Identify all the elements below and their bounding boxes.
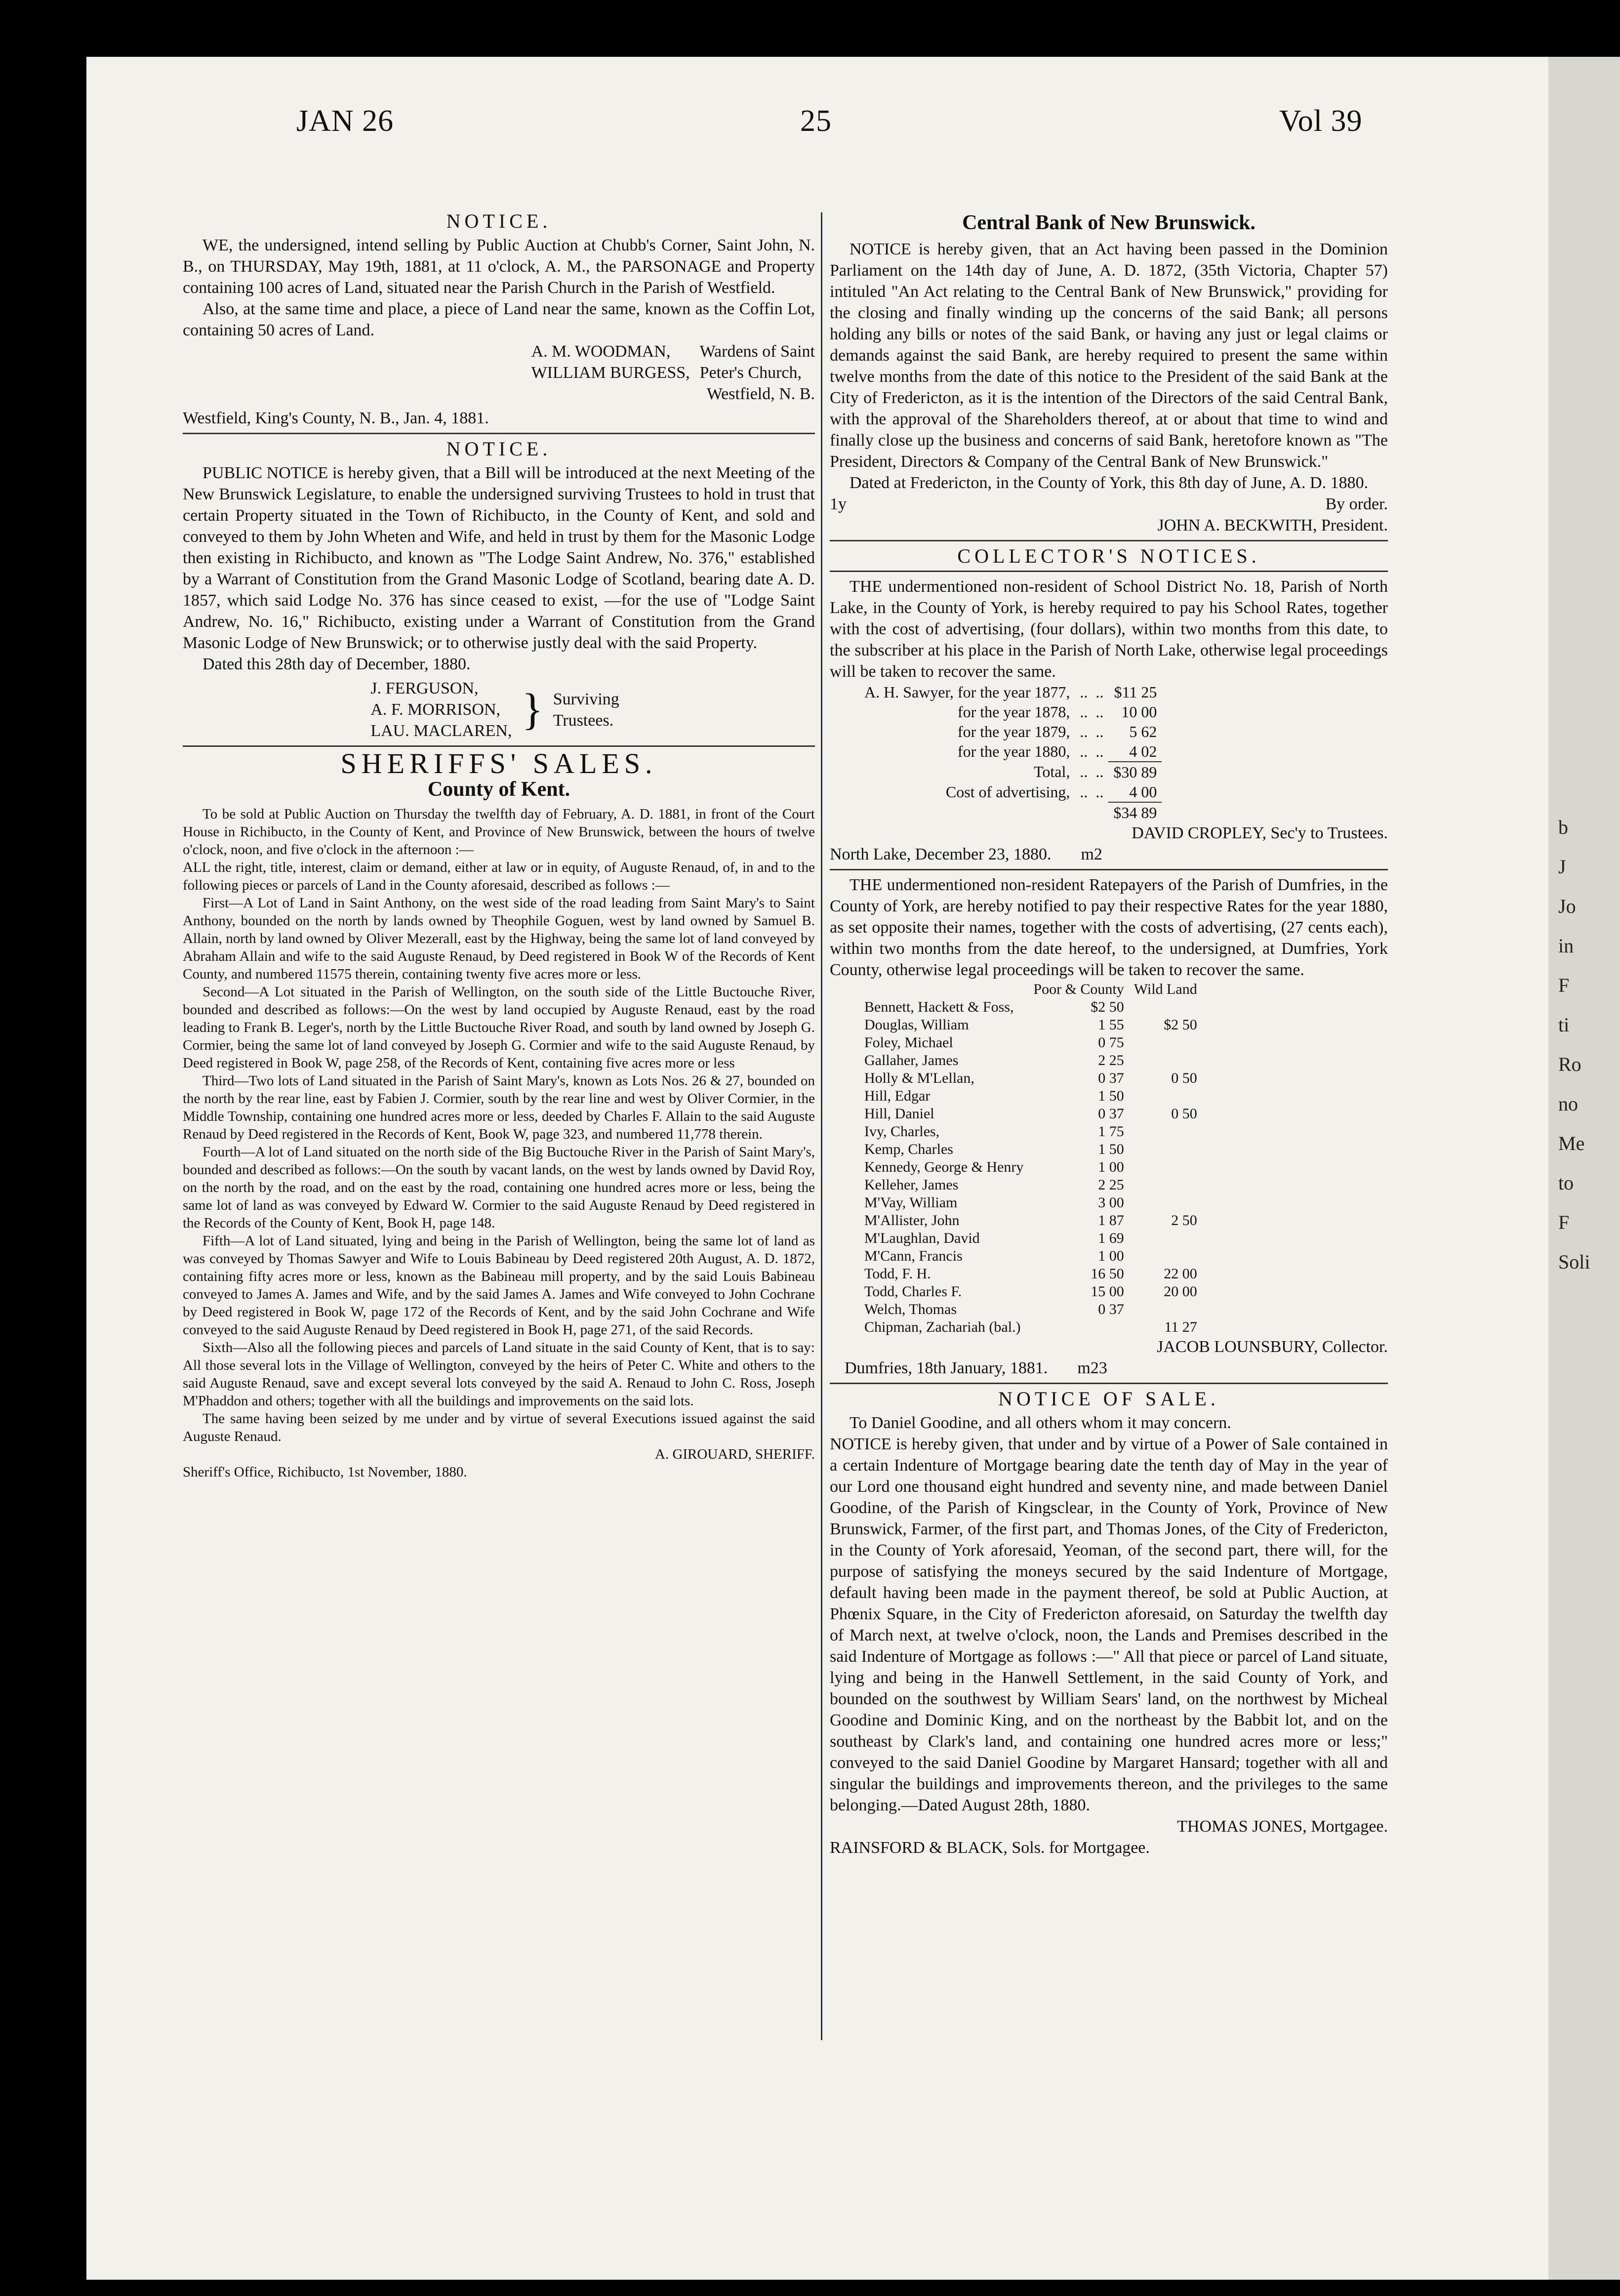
table-row: for the year 1878, .. .. 10 00 <box>957 703 1157 721</box>
county-heading: County of Kent. <box>427 778 570 801</box>
table-row: Kennedy, George & Henry 1 00 <box>864 1159 1124 1175</box>
sale-sixth: Sixth—Also all the following pieces and parcels of Land situate in the said County of Kent, that is to say: All those several lots in the Village of Wellington, conveyed by the heirs of Peter C. White and others to the said Auguste Renaud, save and except several lots conveyed by the said A. Renaud to John C. Ross, Joseph M'Phaddon and others; together with all the buildings and improvements on the said lots. <box>183 1340 815 1409</box>
section-rule <box>183 433 815 434</box>
sale-third: Third—Two lots of Land situated in the Parish of Saint Mary's, known as Lots Nos. 26 & 27, bounded on the north by the rear line, east by Fabien J. Cormier, south by the rear line and west by Oliver Cormier, in the Middle Township, containing one hundred acres more or less, deeded by Charles F. Allain to the said Auguste Renaud by Deed registered in the Records of Kent, Book W, page 323, and numbered 11,778 therein. <box>183 1073 815 1142</box>
trustees-signature: J. FERGUSON, A. F. MORRISON, LAU. MACLAREN, } Surviving Trustees. <box>370 679 619 740</box>
table-row: Holly & M'Lellan, 0 37 0 50 <box>864 1070 1197 1086</box>
table-row: Gallaher, James 2 25 <box>864 1052 1124 1068</box>
table-row: Bennett, Hackett & Foss, $2 50 <box>864 999 1124 1015</box>
table-row: M'Cann, Francis 1 00 <box>864 1248 1124 1264</box>
bank-body: NOTICE is hereby given, that an Act having been passed in the Dominion Parliament on the 14th day of June, A. D. 1872, (35th Victoria, Chapter 57) intituled "An Act relating to the Central Bank of New Brunswick," providing for the closing and finally winding up the concerns of the said Bank; all persons holding any bills or notes of the said Bank, or having any just or legal claims or demands against the said Bank, are hereby required to present the same within twelve months from the date of this notice to the President of the said Bank at the City of Fredericton, as it is the intention of the Directors of the said Central Bank, with the approval of the Shareholders thereof, at or about that time to wind and finally close up the business and concerns of said Bank, heretofore known as "The President, Directors & Company of the Central Bank of New Brunswick." <box>830 240 1388 471</box>
sale-all: ALL the right, title, interest, claim or demand, either at law or in equity, of Auguste Renaud, of, in and to the following pieces or parcels of Land in the County aforesaid, described as follows :— <box>183 860 815 893</box>
sale-seized: The same having been seized by me under and by virtue of several Executions issued against the said Auguste Renaud. <box>183 1411 815 1444</box>
section-rule <box>830 571 1388 572</box>
table-header: Poor & County Wild Land <box>1033 981 1197 997</box>
table-row: Welch, Thomas 0 37 <box>864 1301 1124 1317</box>
collectors-dateline: North Lake, December 23, 1880. <box>830 845 1052 863</box>
collectors-title: COLLECTOR'S NOTICES. <box>957 545 1260 567</box>
bank-mark: 1y <box>830 495 847 513</box>
collectors-mark: m2 <box>1081 845 1102 863</box>
sale-body: NOTICE is hereby given, that under and by virtue of a Power of Sale contained in a certain Indenture of Mortgage bearing date the tenth day of May in the year of our Lord one thousand eight hundred and seventy nine, and made between Daniel Goodine, of the Parish of Kingsclear, in the County of York, Province of New Brunswick, Farmer, of the first part, and Thomas Jones, of the City of Fredericton, in the County of York aforesaid, Yeoman, of the second part, there will, for the purpose of satisfying the moneys secured by the said Indenture of Mortgage, default having been made in the payment thereof, be sold at Public Auction, at Phœnix Square, in the City of Fredericton aforesaid, on Saturday the twelfth day of March next, at twelve o'clock, noon, the Lands and Premises described in the said Indenture of Mortgage as follows :—" All that piece or parcel of Land situate, lying and being in the Hanwell Settlement, in the said County of York, and bounded on the southwest by William Sears' land, on the northwest by Micheal Goodine and Dominic King, and on the northeast by the Babbit lot, and on the southeast by Clark's land, and containing one hundred acres more or less;" conveyed to the said Daniel Goodine by Margaret Hansard; together with all and singular the buildings and improvements thereon, and the privileges to the same belonging.—Dated August 28th, 1880. <box>830 1435 1388 1814</box>
right-column <box>830 207 1388 1858</box>
dumfries-table <box>859 981 1202 1336</box>
table-row: for the year 1879, .. .. 5 62 <box>957 723 1157 740</box>
bank-by-order: By order. <box>1325 495 1388 513</box>
table-row: Kemp, Charles 1 50 <box>864 1141 1124 1157</box>
collectors-signer: DAVID CROPLEY, Sec'y to Trustees. <box>1132 824 1388 842</box>
table-row: M'Vay, William 3 00 <box>864 1194 1124 1211</box>
page-date: JAN 26 <box>296 104 394 138</box>
collectors-body: THE undermentioned non-resident of School District No. 18, Parish of North Lake, in the County of York, is hereby required to pay his School Rates, together with the cost of advertising, (four dollars), within two months from this date, to the subscriber at his place in the Parish of North Lake, otherwise legal proceedings will be taken to recover the same. <box>830 577 1388 681</box>
table-row: Todd, Charles F. 15 00 20 00 <box>864 1283 1197 1300</box>
table-row: A. H. Sawyer, for the year 1877, .. .. $11 25 <box>864 683 1157 701</box>
sale-second: Second—A Lot situated in the Parish of Wellington, on the south side of the Little Buctouche River, bounded and described as follows:—On the west by land occupied by Auguste Renaud, east by the road leading to Frank B. Leger's, north by the Little Buctouche River Road, and south by land owned by Joseph G. Cormier, being the same lot of land conveyed by Joseph G. Cormier and wife to the said Auguste Renaud, by Deed registered in Book W, page 258, of the Records of Kent, containing five acres more or less <box>183 984 815 1071</box>
table-row: Cost of advertising, .. .. 4 00 <box>945 783 1157 801</box>
sale-first: First—A Lot of Land in Saint Anthony, on the west side of the road leading from Saint Mary's to Saint Anthony, bounded on the north by lands owned by Theophile Goguen, west by land owned by Samuel B. Allain, north by land owned by Oliver Mezerall, east by the Highway, being the same lot of land conveyed by Abraham Allain and wife to the said Auguste Renaud, by Deed registered in Book W of the Records of Kent County, and numbered 11575 therein, containing twenty five acres more or less. <box>183 895 815 982</box>
sale-fifth: Fifth—A lot of Land situated, lying and being in the Parish of Wellington, being the same lot of land as was conveyed by Thomas Sawyer and Wife to Louis Babineau by Deed registered 20th August, A. D. 1872, containing fifty acres more or less, known as the Babineau mill property, and by the said Louis Babineau conveyed to James A. James and Wife, and by the said James A. James and Wife conveyed to John Cochrane by Deed registered in Book W, page 172 of the Records of Kent, and by the said John Cochrane and Wife conveyed to the said Auguste Renaud by Deed registered in Book H, page 271, of the said Records. <box>183 1233 815 1338</box>
table-row: Ivy, Charles, 1 75 <box>864 1123 1124 1140</box>
bank-dated: Dated at Fredericton, in the County of York, this 8th day of June, A. D. 1880. <box>850 474 1369 492</box>
sale-fourth: Fourth—A lot of Land situated on the north side of the Big Buctouche River in the Parish of Saint Mary's, bounded and described as follows:—On the south by vacant lands, on the west by lands owned by David Roy, on the north by the road, and on the east by the road, containing one hundred acres more or less, being the same lot of land as was conveyed by Edward W. Cormier to the said Auguste Renaud by Deed registered in the Records of the County of Kent, Book H, page 148. <box>183 1144 815 1231</box>
left-column <box>183 207 815 1481</box>
dumfries-mark: m23 <box>1077 1359 1107 1377</box>
notice-also: Also, at the same time and place, a piece of Land near the same, known as the Coffin Lot, containing 50 acres of Land. <box>183 300 815 339</box>
table-row: Kelleher, James 2 25 <box>864 1177 1124 1193</box>
sheriffs-sales-title: SHERIFFS' SALES. <box>340 747 657 779</box>
table-row: Total, .. .. $30 89 <box>859 762 1162 782</box>
table-row: M'Laughlan, David 1 69 <box>864 1230 1124 1246</box>
section-rule <box>830 1383 1388 1384</box>
table-row: Chipman, Zachariah (bal.) 11 27 <box>864 1319 1197 1335</box>
notice-body: PUBLIC NOTICE is hereby given, that a Bill will be introduced at the next Meeting of the New Brunswick Legislature, to enable the undersigned surviving Trustees to hold in trust that certain Property situated in the Town of Richibucto, in the County of Kent, and sold and conveyed to them by John Wheten and Wife, and held in trust by them for the Masonic Lodge then existing in Richibucto, and known as "The Lodge Saint Andrew, No. 376," established by a Warrant of Constitution from the Grand Masonic Lodge of Scotland, bearing date A. D. 1857, which said Lodge No. 376 has since ceased to exist, —for the use of "Lodge Saint Andrew, No. 16," Richibucto, existing under a Warrant of Constitution from the Grand Masonic Lodge of New Brunswick; or to otherwise justly deal with the said Property. <box>183 464 815 652</box>
sawyer-table <box>859 682 1162 822</box>
section-rule <box>830 869 1388 870</box>
dumfries-signer: JACOB LOUNSBURY, Collector. <box>1157 1338 1388 1356</box>
wardens-signature: A. M. WOODMAN, WILLIAM BURGESS, Wardens of Saint Peter's Church, Westfield, N. B. <box>531 342 815 403</box>
notice-dated: Dated this 28th day of December, 1880. <box>202 655 471 673</box>
notice-dateline: Westfield, King's County, N. B., Jan. 4, 1881. <box>183 409 489 427</box>
table-row: Hill, Daniel 0 37 0 50 <box>864 1106 1197 1122</box>
sale-signer: THOMAS JONES, Mortgagee. <box>1177 1817 1388 1836</box>
table-row: Todd, F. H. 16 50 22 00 <box>864 1266 1197 1282</box>
dumfries-dateline: Dumfries, 18th January, 1881. <box>845 1359 1048 1377</box>
page-number: 25 <box>800 104 832 138</box>
table-row: Douglas, William 1 55 $2 50 <box>864 1017 1197 1033</box>
bank-title: Central Bank of New Brunswick. <box>962 211 1256 234</box>
adjacent-page-text: b J Jo in F ti Ro no Me to F Soli <box>1558 816 1590 1273</box>
column-divider <box>821 212 822 2040</box>
dumfries-body: THE undermentioned non-resident Ratepayers of the Parish of Dumfries, in the County of York, are hereby notified to pay their respective Rates for the year 1880, as set opposite their names, together with the costs of advertising, (27 cents each), within two months from the date hereof, to the undersigned, at Dumfries, York County, otherwise legal proceedings will be taken to recover the same. <box>830 876 1388 979</box>
adjacent-page-edge <box>1548 57 1620 2280</box>
sheriff-office: Sheriff's Office, Richibucto, 1st November, 1880. <box>183 1464 467 1480</box>
section-rule <box>830 540 1388 541</box>
volume-number: Vol 39 <box>1279 104 1363 138</box>
sheriff-signature: A. GIROUARD, SHERIFF. <box>655 1446 815 1462</box>
table-row: $34 89 <box>859 802 1162 822</box>
notice-title: NOTICE. <box>446 210 552 232</box>
table-row: for the year 1880, .. .. 4 02 <box>957 742 1157 760</box>
table-row: Hill, Edgar 1 50 <box>864 1088 1124 1104</box>
notice-body: WE, the undersigned, intend selling by Public Auction at Chubb's Corner, Saint John, N. B., on THURSDAY, May 19th, 1881, at 11 o'clock, A. M., the PARSONAGE and Property containing 100 acres of Land, situated near the Parish Church in the Parish of Westfield. <box>183 236 815 297</box>
section-rule <box>183 745 815 747</box>
sale-solicitors: RAINSFORD & BLACK, Sols. for Mortgagee. <box>830 1839 1150 1857</box>
sale-to: To Daniel Goodine, and all others whom it may concern. <box>850 1414 1231 1432</box>
notice-title: NOTICE. <box>446 438 552 460</box>
table-row: Foley, Michael 0 75 <box>864 1034 1124 1051</box>
bank-signer: JOHN A. BECKWITH, President. <box>1157 516 1388 534</box>
sale-title: NOTICE OF SALE. <box>998 1388 1219 1410</box>
brace: } <box>522 685 543 734</box>
sale-intro: To be sold at Public Auction on Thursday the twelfth day of February, A. D. 1881, in front of the Court House in Richibucto, in the County of Kent, and Province of New Brunswick, between the hours of twelve o'clock, noon, and five o'clock in the afternoon :— <box>183 806 815 858</box>
table-row: M'Allister, John 1 87 2 50 <box>864 1212 1197 1229</box>
